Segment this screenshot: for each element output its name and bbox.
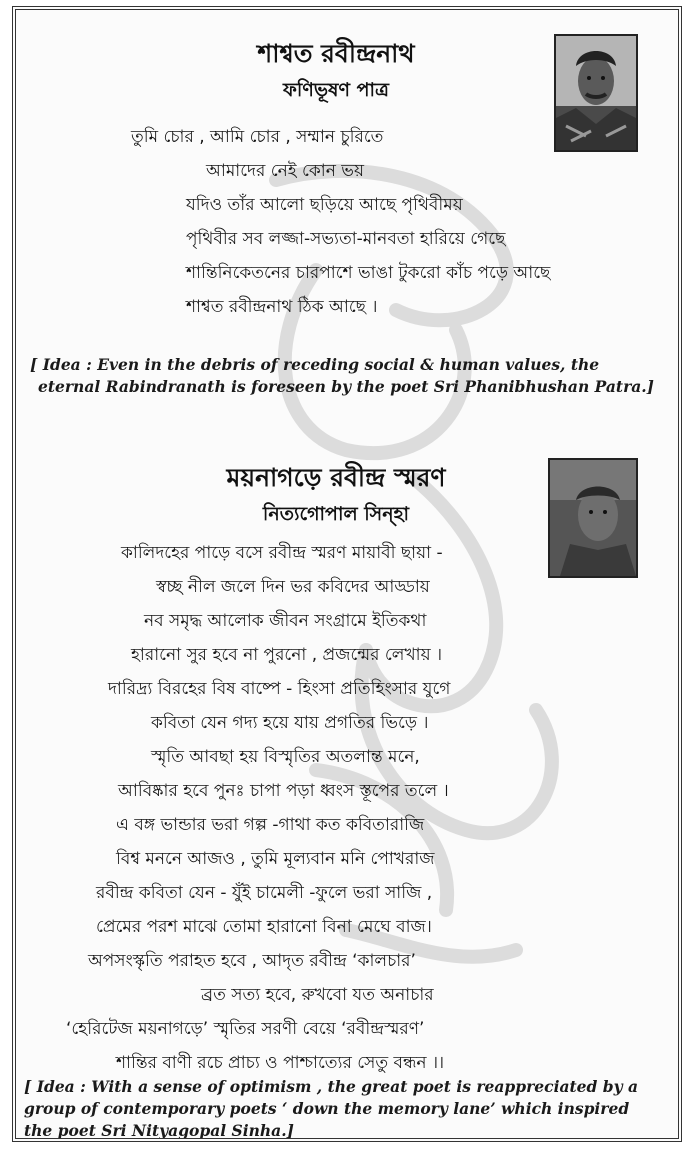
poem2-author: নিত্যগোপাল সিন্‌হা [262, 503, 410, 525]
poem1-idea-line: eternal Rabindranath is foreseen by the poet Sri Phanibhushan Patra.] [38, 377, 655, 396]
poem1-author: ফণিভূষণ পাত্র [283, 79, 389, 101]
poem2-line: দারিদ্র্য বিরহের বিষ বাষ্পে - হিংসা প্রতিহিংসার যুগে [108, 679, 451, 699]
poem2-idea-line: [ Idea : With a sense of optimism , the great poet is reappreciated by a [24, 1077, 639, 1096]
poem1-idea-line: [ Idea : Even in the debris of receding social & human values, the [30, 355, 600, 374]
poem2-line: প্রেমের পরশ মাঝে তোমা হারানো বিনা মেঘে বাজ। [96, 917, 432, 937]
poem1-line: শান্তিনিকেতনের চারপাশে ভাঙা টুকরো কাঁচ পড়ে আছে [186, 263, 551, 283]
poem1-line: তুমি চোর , আমি চোর , সম্মান চুরিতে [131, 127, 384, 147]
poet1-photo [554, 34, 638, 152]
poem2-line: কালিদহের পাড়ে বসে রবীন্দ্র স্মরণ মায়াবী ছায়া - [121, 543, 443, 563]
poem2-idea [24, 1076, 674, 1142]
poem1-title: শাশ্বত রবীন্দ্রনাথ [257, 39, 415, 68]
poem2-line: আবিষ্কার হবে পুনঃ চাপা পড়া ধ্বংস স্তূপের তলে । [118, 781, 449, 801]
document-frame [12, 6, 682, 1142]
poem2-line: স্মৃতি আবছা হয় বিস্মৃতির অতলান্ত মনে, [151, 747, 420, 767]
poet1-portrait [556, 36, 636, 150]
poem2-idea-line: the poet Sri Nityagopal Sinha.] [24, 1121, 294, 1140]
poet2-photo [548, 458, 638, 578]
poem2-line: বিশ্ব মননে আজও , তুমি মূল্যবান মনি পোখরাজ [116, 849, 435, 869]
poem2-line: কবিতা যেন গদ্য হয়ে যায় প্রগতির ভিড়ে । [151, 713, 429, 733]
poem2-line: এ বঙ্গ ভান্ডার ভরা গল্প -গাথা কত কবিতারাজি [116, 815, 425, 835]
poem2-line: অপসংস্কৃতি পরাহত হবে , আদৃত রবীন্দ্র ‘কালচার’ [88, 951, 416, 971]
poem2-line: শান্তির বাণী রচে প্রাচ্য ও পাশ্চাত্যের সেতু বন্ধন ।। [116, 1053, 445, 1073]
poem2-line: নব সমৃদ্ধ আলোক জীবন সংগ্রামে ইতিকথা [144, 611, 427, 631]
poem2-title: ময়নাগড়ে রবীন্দ্র স্মরণ [226, 463, 446, 492]
poem1-idea [30, 354, 670, 398]
poem1-line: শাশ্বত রবীন্দ্রনাথ ঠিক আছে । [186, 297, 378, 317]
poem2-line: ‘হেরিটেজ ময়নাগড়ে’ স্মৃতির সরণী বেয়ে ‘রবীন্দ্রস্মরণ’ [66, 1019, 425, 1039]
poem2-idea-line: group of contemporary poets ‘ down the memory lane’ which inspired [24, 1099, 630, 1118]
poem2-line: রবীন্দ্র কবিতা যেন - যুঁই চামেলী -ফুলে ভরা সাজি , [96, 883, 433, 903]
poet2-portrait [550, 460, 636, 576]
poem2-line: ব্রত সত্য হবে, রুখবো যত অনাচার [201, 985, 434, 1005]
poem2-line: হারানো সুর হবে না পুরনো , প্রজন্মের লেখায় । [131, 645, 443, 665]
poem1-line: যদিও তাঁর আলো ছড়িয়ে আছে পৃথিবীময় [186, 195, 463, 215]
poem1-line: পৃথিবীর সব লজ্জা-সভ্যতা-মানবতা হারিয়ে গেছে [186, 229, 506, 249]
poem1-line: আমাদের নেই কোন ভয় [206, 161, 364, 181]
poem2-line: স্বচ্ছ নীল জলে দিন ভর কবিদের আড্ডায় [156, 577, 430, 597]
